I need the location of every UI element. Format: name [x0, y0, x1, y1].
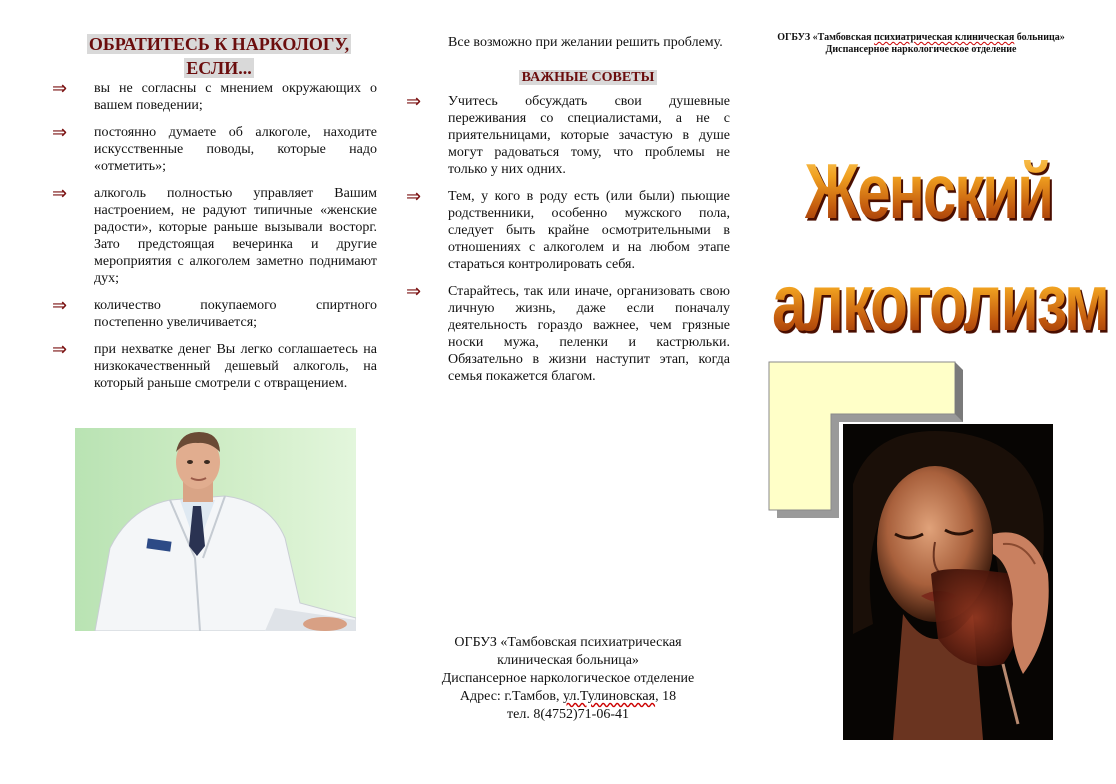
arrow-bullet-icon: ⇒ [406, 281, 422, 302]
list-item [406, 188, 730, 273]
footer-phone: тел. 8(4752)71-06-41 [507, 707, 629, 722]
list-item [52, 185, 377, 287]
arrow-bullet-icon: ⇒ [52, 122, 68, 143]
arrow-bullet-icon: ⇒ [52, 78, 68, 99]
org-underlined: психиатрическая клиническая [873, 32, 1015, 43]
org-name [760, 32, 1082, 44]
address-suffix: , 18 [655, 689, 677, 704]
list-item [406, 283, 730, 385]
panel1-bullet-list [52, 80, 377, 402]
list-item [52, 341, 377, 392]
list-item [52, 297, 377, 331]
address-street: ул.Тулиновская [563, 689, 656, 704]
arrow-bullet-icon: ⇒ [52, 339, 68, 360]
panel1-heading [78, 32, 360, 80]
bullet-text: постоянно думаете об алкоголе, находите искусственные поводы, которые надо «отметить»; [94, 125, 377, 174]
address-prefix: Адрес: г.Тамбов, [459, 689, 563, 704]
arrow-bullet-icon: ⇒ [52, 295, 68, 316]
list-item [406, 93, 730, 178]
panel2-footer-contacts [406, 634, 730, 724]
footer-org-line2: клиническая больница» [497, 653, 639, 668]
title-word-2: алкоголизм [772, 252, 1108, 356]
org-dept: Диспансерное наркологическое отделение [825, 44, 1017, 55]
doctor-photo [75, 428, 356, 631]
panel1-heading-line1: ОБРАТИТЕСЬ К НАРКОЛОГУ, [88, 34, 350, 54]
bullet-text: количество покупаемого спиртного постепенно увеличивается; [94, 298, 377, 330]
footer-org-line1: ОГБУЗ «Тамбовская психиатрическая [454, 635, 682, 650]
arrow-bullet-icon: ⇒ [406, 186, 422, 207]
bullet-text: Старайтесь, так или иначе, организовать свою личную жизнь, даже если поначалу деятельность гораздо важнее, чем грязные носки мужа, пеленки и кастрюльки. Обязательно в жизни наступит этап, когда семья покажется благом. [448, 284, 730, 384]
bullet-text: при нехватке денег Вы легко соглашаетесь на низкокачественный дешевый алкоголь, на который раньше смотрели с отвращением. [94, 342, 377, 391]
arrow-bullet-icon: ⇒ [52, 183, 68, 204]
footer-dept: Диспансерное наркологическое отделение [441, 671, 695, 686]
arrow-bullet-icon: ⇒ [406, 91, 422, 112]
org-suffix: больница» [1014, 32, 1065, 43]
woman-drinking-photo [843, 424, 1053, 740]
bullet-text: Тем, у кого в роду есть (или были) пьющие родственники, особенно мужского пола, следует быть крайне осмотрительными в отношениях с алкоголем и на любом этапе стараться контролировать себя. [448, 189, 730, 272]
doctor-illustration [75, 428, 356, 631]
org-prefix: ОГБУЗ «Тамбовская [777, 32, 874, 43]
panel2-bullet-list [406, 93, 730, 395]
panel1-heading-line2: ЕСЛИ... [186, 58, 252, 78]
footer-address [406, 688, 730, 706]
title-word-1: Женский [805, 140, 1052, 244]
bullet-text: вы не согласны с мнением окружающих о вашем поведении; [94, 81, 377, 113]
list-item [52, 80, 377, 114]
panel2-heading [448, 69, 728, 87]
bullet-text: алкоголь полностью управляет Вашим настроением, не радуют типичные «женские радости», которые раньше вызывали восторг. Зато предстоящая вечеринка и другие мероприятия с алкоголем заметно поднимают дух; [94, 186, 377, 286]
panel3-org-header [760, 32, 1082, 56]
panel2-intro-text: Все возможно при желании решить проблему. [448, 35, 723, 50]
panel2-intro [448, 34, 730, 51]
bullet-text: Учитесь обсуждать свои душевные переживания со специалистами, а не с приятельницами, которые зачастую в душе могут радоваться тому, что проблемы не только у них одних. [448, 94, 730, 177]
panel2-heading-text: ВАЖНЫЕ СОВЕТЫ [519, 70, 658, 85]
woman-illustration [843, 424, 1053, 740]
list-item [52, 124, 377, 175]
